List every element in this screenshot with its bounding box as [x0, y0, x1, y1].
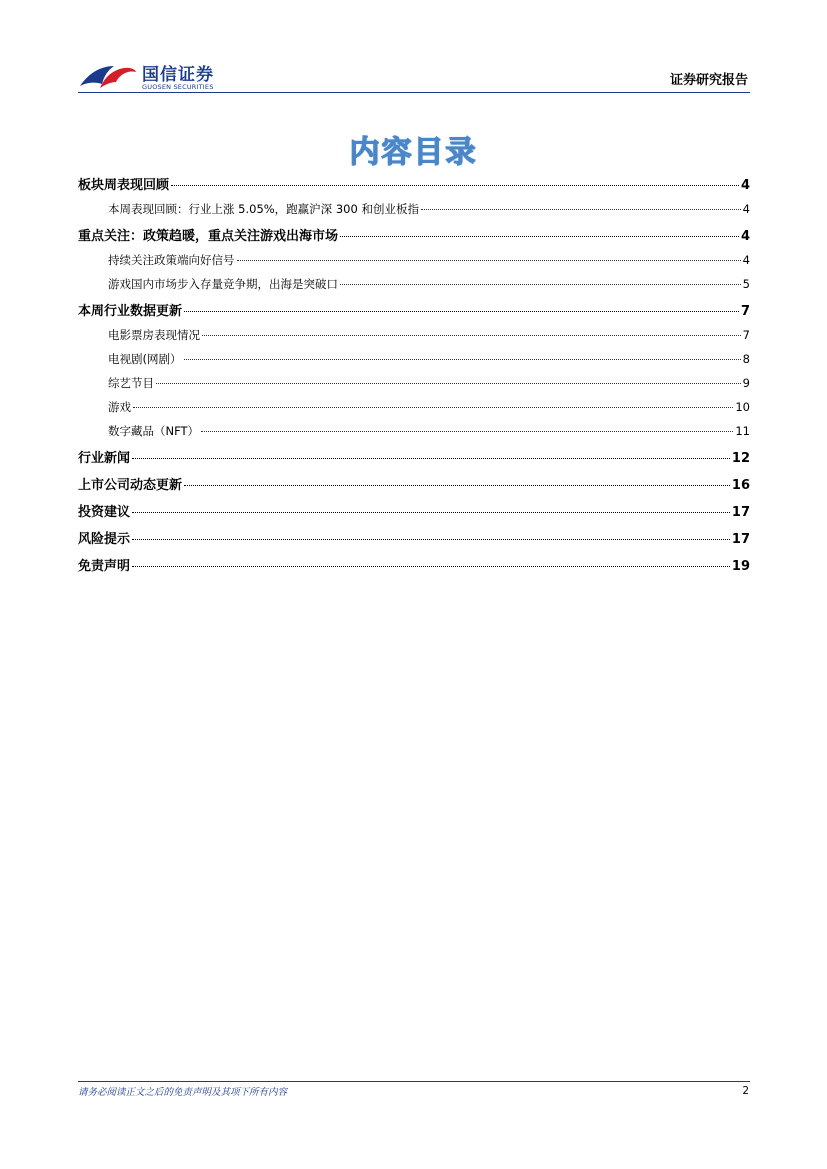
- toc-entry-label: 持续关注政策端向好信号: [108, 253, 235, 267]
- toc-section-entry[interactable]: [78, 528, 750, 552]
- toc-entry-page: 12: [731, 451, 750, 466]
- toc-entry-page: 10: [735, 400, 750, 414]
- toc-subsection-entry[interactable]: [78, 276, 750, 296]
- toc-section-entry[interactable]: [78, 225, 750, 249]
- toc-dot-leader: [132, 539, 730, 540]
- logo-english-name: GUOSEN SECURITIES: [142, 83, 214, 91]
- toc-entry-label: 重点关注：政策趋暖，重点关注游戏出海市场: [78, 225, 338, 244]
- toc-entry-page: 7: [740, 304, 750, 319]
- toc-entry-label: 电影票房表现情况: [108, 328, 200, 342]
- toc-entry-page: 7: [742, 328, 750, 342]
- toc-entry-label: 本周行业数据更新: [78, 300, 182, 319]
- footer-disclaimer-note: 请务必阅读正文之后的免责声明及其项下所有内容: [78, 1087, 288, 1098]
- toc-dot-leader: [133, 407, 733, 408]
- page-header: [78, 56, 750, 96]
- toc-dot-leader: [171, 185, 739, 186]
- header-divider: [78, 92, 750, 93]
- toc-subsection-entry[interactable]: [78, 375, 750, 395]
- toc-entry-label: 游戏国内市场步入存量竞争期，出海是突破口: [108, 277, 338, 291]
- toc-entry-page: 17: [731, 505, 750, 520]
- toc-dot-leader: [132, 566, 730, 567]
- toc-dot-leader: [132, 458, 730, 459]
- toc-entry-label: 板块周表现回顾: [78, 174, 169, 193]
- toc-entry-label: 本周表现回顾：行业上涨 5.05%，跑赢沪深 300 和创业板指: [108, 202, 419, 216]
- toc-section-entry[interactable]: [78, 174, 750, 198]
- toc-subsection-entry[interactable]: [78, 423, 750, 443]
- toc-entry-page: 19: [731, 559, 750, 574]
- toc-section-entry[interactable]: [78, 501, 750, 525]
- toc-entry-page: 5: [742, 277, 750, 291]
- page-number: 2: [742, 1085, 749, 1097]
- toc-entry-page: 4: [742, 253, 750, 267]
- toc-entry-page: 17: [731, 532, 750, 547]
- toc-dot-leader: [421, 209, 741, 210]
- toc-entry-label: 投资建议: [78, 501, 130, 520]
- toc-entry-page: 16: [731, 478, 750, 493]
- logo-chinese-name: 国信证券: [142, 65, 214, 85]
- toc-entry-page: 9: [742, 376, 750, 390]
- toc-entry-label: 风险提示: [78, 528, 130, 547]
- toc-subsection-entry[interactable]: [78, 327, 750, 347]
- toc-entry-label: 游戏: [108, 400, 131, 414]
- toc-dot-leader: [184, 359, 741, 360]
- toc-entry-label: 综艺节目: [108, 376, 154, 390]
- toc-dot-leader: [340, 284, 741, 285]
- report-type-label: 证券研究报告: [669, 73, 748, 88]
- toc-dot-leader: [156, 383, 741, 384]
- toc-section-entry[interactable]: [78, 555, 750, 579]
- toc-dot-leader: [132, 512, 730, 513]
- toc-entry-page: 8: [742, 352, 750, 366]
- toc-section-entry[interactable]: [78, 300, 750, 324]
- toc-dot-leader: [201, 431, 733, 432]
- toc-dot-leader: [340, 236, 739, 237]
- toc-subsection-entry[interactable]: [78, 351, 750, 371]
- toc-dot-leader: [202, 335, 741, 336]
- toc-section-entry[interactable]: [78, 447, 750, 471]
- toc-entry-label: 行业新闻: [78, 447, 130, 466]
- toc-dot-leader: [237, 260, 741, 261]
- guosen-logo: [78, 56, 238, 94]
- toc-entry-page: 4: [740, 178, 750, 193]
- toc-entry-label: 免责声明: [78, 555, 130, 574]
- toc-entry-label: 上市公司动态更新: [78, 474, 182, 493]
- toc-subsection-entry[interactable]: [78, 399, 750, 419]
- toc-entry-page: 4: [740, 229, 750, 244]
- guosen-logo-icon: [78, 60, 138, 92]
- toc-entry-label: 电视剧(网剧）: [108, 352, 182, 366]
- toc-dot-leader: [184, 311, 739, 312]
- toc-subsection-entry[interactable]: [78, 201, 750, 221]
- toc-subsection-entry[interactable]: [78, 252, 750, 272]
- toc-dot-leader: [184, 485, 730, 486]
- toc-title: 内容目录: [349, 135, 478, 170]
- footer-divider: [78, 1081, 750, 1082]
- toc-section-entry[interactable]: [78, 474, 750, 498]
- toc-entry-page: 4: [742, 202, 750, 216]
- toc-entry-label: 数字藏品（NFT）: [108, 424, 200, 438]
- toc-entry-page: 11: [735, 424, 750, 438]
